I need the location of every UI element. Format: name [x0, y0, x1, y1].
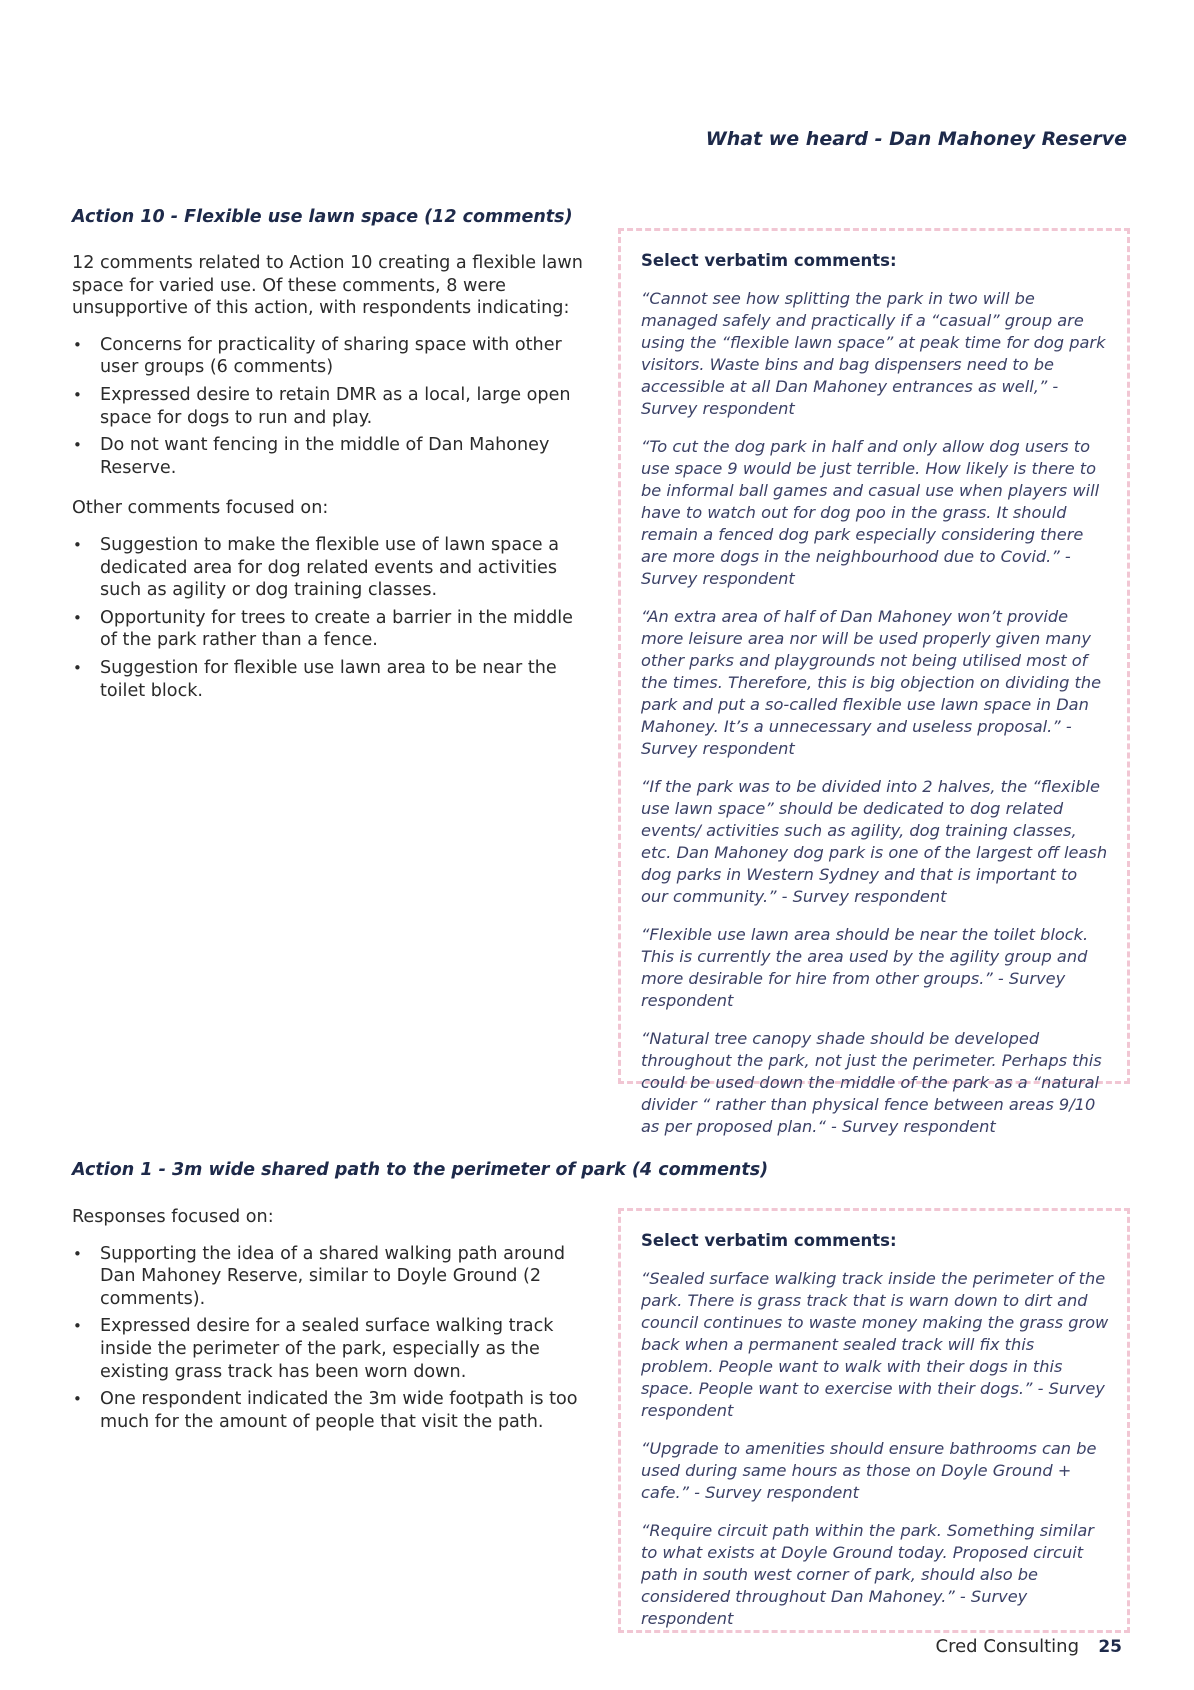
verbatim-quote: “Sealed surface walking track inside the perimeter of the park. There is grass track that is warn down to dirt and council continues to waste money making the grass grow back when a permanent sealed track will fix this problem. People want to walk with their dogs in this space. People want to exercise with their dogs.” - Survey respondent: [641, 1269, 1109, 1420]
action-1-body: [72, 1206, 592, 1438]
section-title-action-1: Action 1 - 3m wide shared path to the perimeter of park (4 comments): [72, 1160, 769, 1180]
action-10-body: [72, 252, 592, 707]
list-item: • One respondent indicated the 3m wide footpath is too much for the amount of people that visit the path.: [100, 1388, 592, 1433]
action-10-other-list: [72, 534, 592, 702]
action-10-intro: 12 comments related to Action 10 creating a flexible lawn space for varied use. Of these comments, 8 were unsupportive of this action, with respondents indicating:: [72, 253, 583, 319]
list-item: • Expressed desire to retain DMR as a local, large open space for dogs to run and play.: [100, 384, 592, 429]
verbatim-quote: “Require circuit path within the park. Something similar to what exists at Doyle Ground today. Proposed circuit path in south west corner of park, should also be considered throughout Dan Mahoney.” - Survey respondent: [641, 1521, 1094, 1628]
list-item: • Expressed desire for a sealed surface walking track inside the perimeter of the park, especially as the existing grass track has been worn down.: [100, 1315, 592, 1383]
list-item: • Supporting the idea of a shared walking path around Dan Mahoney Reserve, similar to Doyle Ground (2 comments).: [100, 1243, 592, 1311]
verbatim-quote: “Natural tree canopy shade should be developed throughout the park, not just the perimeter. Perhaps this could be used down the middle of the park as a “natural divider “ rather than physical fence between areas 9/10 as per proposed plan.“ - Survey respondent: [641, 1029, 1102, 1136]
other-comments-heading: Other comments focused on:: [72, 498, 329, 519]
verbatim-quote: “Flexible use lawn area should be near the toilet block. This is currently the area used by the agility group and more desirable for hire from other groups.” - Survey respondent: [641, 925, 1089, 1010]
page-number: 25: [1098, 1637, 1122, 1657]
verbatim-box-title: Select verbatim comments:: [641, 251, 897, 270]
verbatim-quote: “Upgrade to amenities should ensure bathrooms can be used during same hours as those on Doyle Ground + cafe.” - Survey respondent: [641, 1439, 1097, 1502]
verbatim-box-title: Select verbatim comments:: [641, 1231, 897, 1250]
list-item: • Suggestion for flexible use lawn area to be near the toilet block.: [100, 657, 592, 702]
action-1-intro: Responses focused on:: [72, 1207, 274, 1227]
verbatim-quote: “An extra area of half of Dan Mahoney won’t provide more leisure area nor will be used properly given many other parks and playgrounds not being utilised most of the times. Therefore, this is big objection on dividing the park and put a so-called flexible use lawn space in Dan Mahoney. It’s a unnecessary and useless proposal.” - Survey respondent: [641, 607, 1102, 758]
action-10-concerns-list: [72, 334, 592, 480]
list-item: • Concerns for practicality of sharing space with other user groups (6 comments): [100, 334, 592, 379]
list-item: • Do not want fencing in the middle of Dan Mahoney Reserve.: [100, 434, 592, 479]
verbatim-quote: “If the park was to be divided into 2 halves, the “flexible use lawn space” should be dedicated to dog related events/ activities such as agility, dog training classes, etc. Dan Mahoney dog park is one of the largest off leash dog parks in Western Sydney and that is important to our community.” - Survey respondent: [641, 777, 1108, 906]
action-1-list: [72, 1243, 592, 1434]
verbatim-comments-box-action-10: [618, 228, 1130, 1136]
verbatim-quote: “To cut the dog park in half and only allow dog users to use space 9 would be just terrible. How likely is there to be informal ball games and casual use when players will have to watch out for dog poo in the grass. It should remain a fenced dog park especially considering there are more dogs in the neighbourhood due to Covid.” - Survey respondent: [641, 437, 1100, 588]
verbatim-quote: “Cannot see how splitting the park in two will be managed safely and practically if a “casual” group are using the “flexible lawn space” at peak time for dog park visitors. Waste bins and bag dispensers need to be accessible at all Dan Mahoney entrances as well,” - Survey respondent: [641, 289, 1106, 418]
section-title-action-10: Action 10 - Flexible use lawn space (12 comments): [72, 207, 573, 227]
page-header: What we heard - Dan Mahoney Reserve: [705, 128, 1127, 150]
footer-brand: Cred Consulting: [935, 1636, 1079, 1657]
verbatim-comments-box-action-1: [618, 1208, 1130, 1633]
list-item: • Suggestion to make the flexible use of lawn space a dedicated area for dog related events and activities such as agility or dog training classes.: [100, 534, 592, 602]
list-item: • Opportunity for trees to create a barrier in the middle of the park rather than a fence.: [100, 607, 592, 652]
